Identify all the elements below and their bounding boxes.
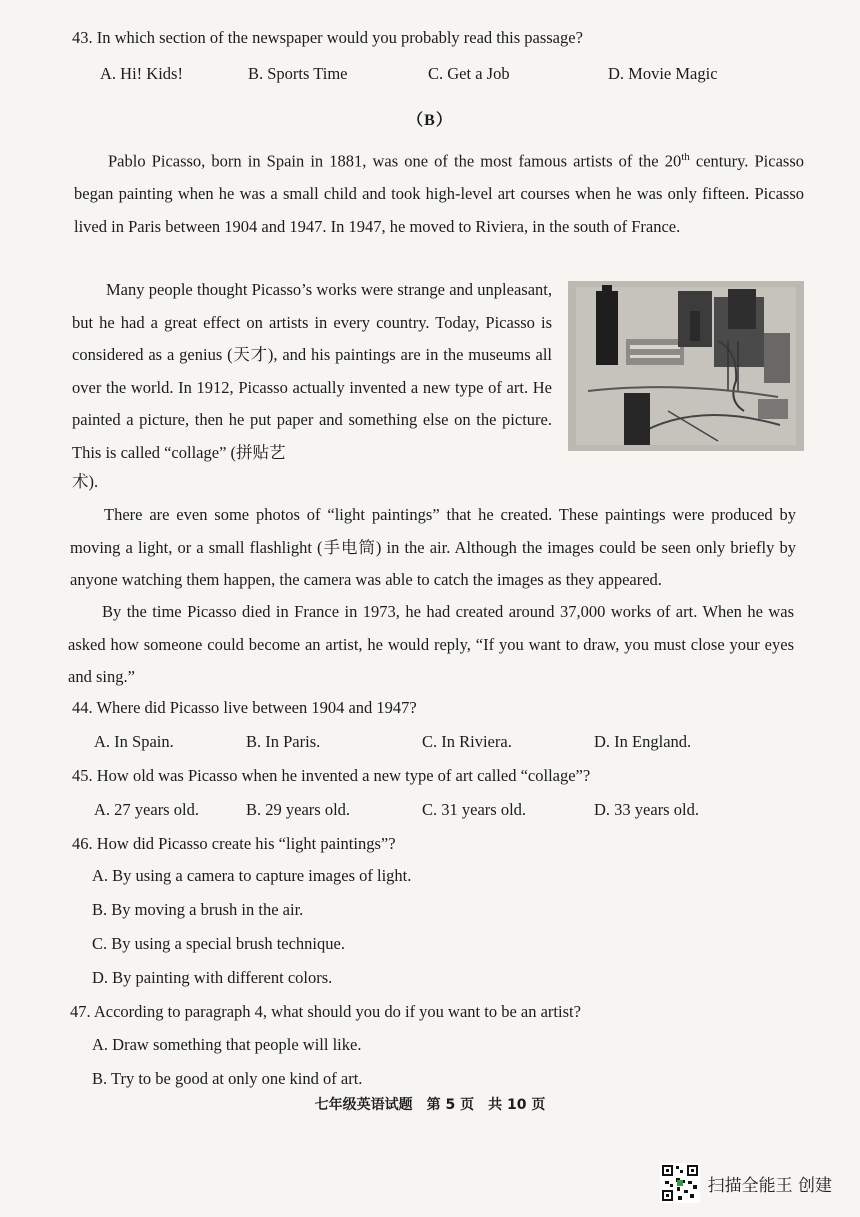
- paragraph-4: [68, 596, 794, 694]
- option-d: D. By painting with different colors.: [92, 968, 333, 987]
- option-a: A. By using a camera to capture images of light.: [92, 866, 412, 885]
- question-44-options: [94, 732, 784, 756]
- option-c: C. 31 years old.: [422, 800, 527, 819]
- option-a: A. Hi! Kids!: [100, 64, 183, 83]
- paragraph-2-end: [72, 466, 272, 499]
- question-45: 45. How old was Picasso when he invented a new type of art called “collage”?: [72, 766, 591, 785]
- paragraph-2: [72, 274, 552, 469]
- scanner-watermark: [660, 1163, 832, 1203]
- question-43: 43. In which section of the newspaper would you probably read this passage?: [72, 28, 583, 47]
- option-a: A. 27 years old.: [94, 800, 199, 819]
- option-c: C. By using a special brush technique.: [92, 934, 345, 953]
- question-44: 44. Where did Picasso live between 1904 and 1947?: [72, 698, 417, 717]
- paragraph-3: [70, 499, 796, 597]
- paragraph-4-text: By the time Picasso died in France in 1973, he had created around 37,000 works of art. When he was asked how someone could become an artist, he would reply, “If you want to draw, you must close your eyes and sing.”: [68, 602, 794, 686]
- option-b: B. Sports Time: [248, 64, 348, 83]
- collage-illustration: [568, 281, 804, 451]
- option-a: A. Draw something that people will like.: [92, 1035, 362, 1054]
- option-b: B. In Paris.: [246, 732, 321, 751]
- question-46: 46. How did Picasso create his “light paintings”?: [72, 834, 396, 853]
- paragraph-3-text: There are even some photos of “light paintings” that he created. These paintings were produced by moving a light, or a small flashlight (手电筒) in the air. Although the images could be seen only briefly by anyone watching them happen, the camera was able to catch the images as they appeared.: [70, 505, 796, 589]
- page-footer: 七年级英语试题 第 5 页 共 10 页: [314, 1097, 546, 1113]
- question-47: 47. According to paragraph 4, what should you do if you want to be an artist?: [70, 1002, 581, 1021]
- option-a: A. In Spain.: [94, 732, 174, 751]
- option-b: B. By moving a brush in the air.: [92, 900, 304, 919]
- option-b: B. Try to be good at only one kind of art.: [92, 1069, 363, 1088]
- qr-code-icon: [660, 1163, 700, 1203]
- paragraph-2-text: Many people thought Picasso’s works were strange and unpleasant, but he had a great effect on artists in every country. Today, Picasso is considered as a genius (天才), and his paintings are in the museums all over the world. In 1912, Picasso actually invented a new type of art. He painted a picture, then he put paper and something else on the picture. This is called “collage” (拼贴艺: [72, 280, 552, 462]
- paragraph-1-text: Pablo Picasso, born in Spain in 1881, was one of the most famous artists of the 20th century. Picasso began painting when he was a small child and took high-level art courses when he was only fifteen. Picasso lived in Paris between 1904 and 1947. In 1947, he moved to Riviera, in the south of France.: [74, 151, 804, 236]
- option-c: C. In Riviera.: [422, 732, 512, 751]
- option-d: D. 33 years old.: [594, 800, 699, 819]
- picasso-collage-image: [568, 281, 804, 451]
- paragraph-2-end-text: 术).: [72, 472, 99, 491]
- option-d: D. Movie Magic: [608, 64, 718, 83]
- option-d: D. In England.: [594, 732, 692, 751]
- question-45-options: [94, 800, 784, 824]
- option-b: B. 29 years old.: [246, 800, 351, 819]
- option-c: C. Get a Job: [428, 64, 510, 83]
- scanner-watermark-text: 扫描全能王 创建: [707, 1175, 832, 1196]
- section-heading: （B）: [407, 112, 453, 129]
- paragraph-1: [74, 141, 804, 243]
- question-43-options: [100, 64, 790, 88]
